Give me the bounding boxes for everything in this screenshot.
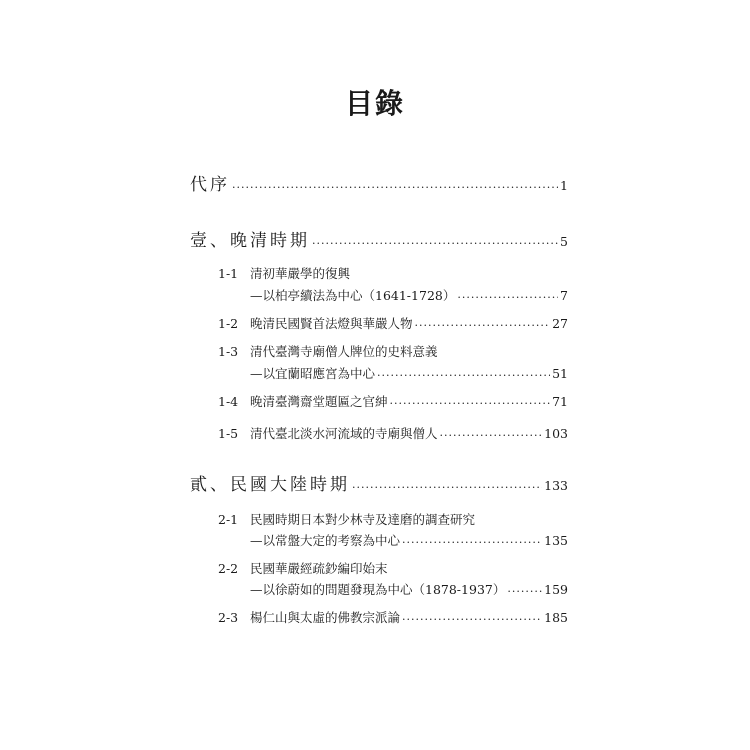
- toc-page-number: 185: [544, 610, 568, 625]
- toc-item-number: 1-4: [218, 394, 239, 409]
- toc-part-heading[interactable]: [190, 470, 568, 495]
- toc-item-number: 1-2: [218, 316, 239, 331]
- toc-item-subtitle-row[interactable]: [190, 364, 568, 382]
- toc-page-number: 133: [544, 478, 568, 493]
- toc-item-number: 1-5: [218, 426, 239, 441]
- toc-item-subtitle-row[interactable]: [190, 286, 568, 304]
- leader-dots: [457, 288, 558, 301]
- toc-item[interactable]: [190, 342, 568, 360]
- toc-part-label: 貳、民國大陸時期: [190, 475, 350, 495]
- toc-item[interactable]: [190, 559, 568, 577]
- leader-dots: [440, 426, 543, 439]
- toc-item-subtitle-row[interactable]: [190, 531, 568, 549]
- leader-dots: [352, 473, 542, 490]
- toc-item-subtitle-row[interactable]: [190, 580, 568, 598]
- leader-dots: [507, 582, 542, 595]
- toc-item[interactable]: [190, 264, 568, 282]
- toc-item-title: 楊仁山與太虛的佛教宗派論: [250, 610, 401, 625]
- leader-dots: [232, 173, 558, 190]
- toc-item-title: 民國華嚴經疏鈔編印始末: [250, 561, 388, 576]
- toc-item-title: 清初華嚴學的復興: [250, 266, 351, 281]
- toc-entry-label: 代序: [190, 175, 230, 195]
- toc-page-number: 103: [544, 426, 568, 441]
- toc-item-title: 晚清民國賢首法燈與華嚴人物: [250, 316, 413, 331]
- toc-part-label: 壹、晚清時期: [190, 231, 310, 251]
- toc-item[interactable]: [190, 392, 568, 410]
- toc-page-number: 51: [552, 366, 568, 381]
- toc-page-number: 5: [560, 234, 568, 249]
- page-title: 目錄: [344, 87, 405, 120]
- toc-item-number: 2-1: [218, 512, 239, 527]
- leader-dots: [312, 229, 558, 246]
- toc-item-subtitle: —以常盤大定的考察為中心: [250, 533, 401, 548]
- toc-item-title: 民國時期日本對少林寺及達磨的調查研究: [250, 512, 476, 527]
- toc-item-title: 清代臺北淡水河流域的寺廟與僧人: [250, 426, 438, 441]
- toc-item[interactable]: [190, 608, 568, 626]
- toc-item[interactable]: [190, 314, 568, 332]
- leader-dots: [415, 316, 551, 329]
- toc-item[interactable]: [190, 424, 568, 442]
- toc-item-subtitle: —以宜蘭昭應宮為中心: [250, 366, 376, 381]
- toc-item-title: 清代臺灣寺廟僧人牌位的史料意義: [250, 344, 438, 359]
- toc-part-heading[interactable]: [190, 226, 568, 251]
- toc-page-number: 27: [552, 316, 568, 331]
- toc-item-subtitle: —以徐蔚如的問題發現為中心（1878-1937）: [250, 582, 506, 597]
- toc-item-subtitle: —以柏亭續法為中心（1641-1728）: [250, 288, 456, 303]
- leader-dots: [377, 366, 550, 379]
- toc-page-number: 135: [544, 533, 568, 548]
- leader-dots: [390, 394, 551, 407]
- toc-page-number: 71: [552, 394, 568, 409]
- toc-page-number: 1: [560, 178, 568, 193]
- toc-item-number: 1-1: [218, 266, 239, 281]
- toc-item-number: 1-3: [218, 344, 239, 359]
- leader-dots: [402, 533, 542, 546]
- toc-item-title: 晚清臺灣齋堂題匾之官紳: [250, 394, 388, 409]
- leader-dots: [402, 610, 542, 623]
- toc-entry-preface[interactable]: [190, 170, 568, 195]
- toc-page-number: 159: [544, 582, 568, 597]
- toc-item-number: 2-2: [218, 561, 239, 576]
- toc-item-number: 2-3: [218, 610, 239, 625]
- toc-page-number: 7: [560, 288, 568, 303]
- toc-item[interactable]: [190, 510, 568, 528]
